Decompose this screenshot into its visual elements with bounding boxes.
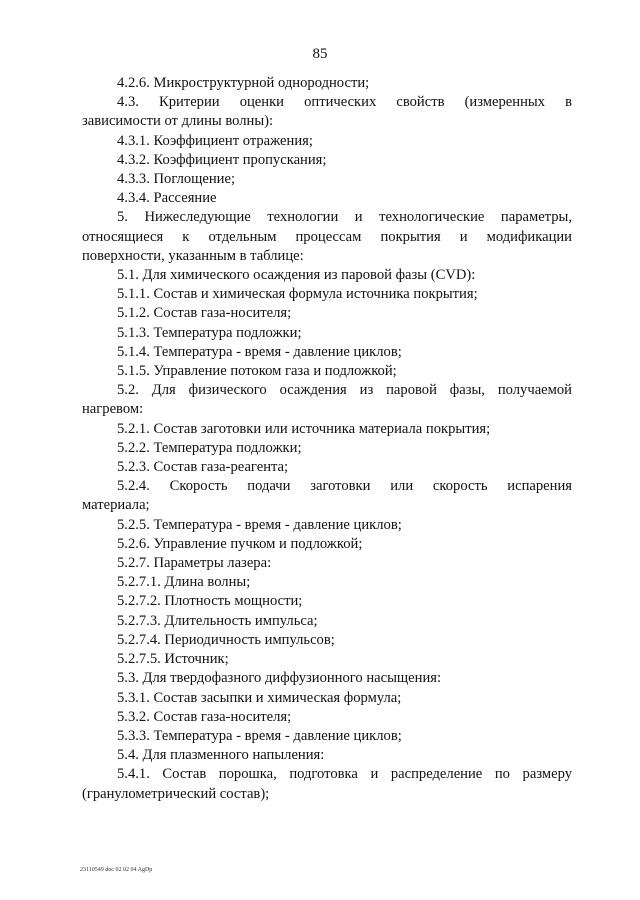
text-line: 5.2.7.3. Длительность импульса; bbox=[117, 612, 318, 629]
text-line: 5.3.1. Состав засыпки и химическая формула; bbox=[117, 689, 402, 706]
text-line: 5.2.6. Управление пучком и подложкой; bbox=[117, 535, 363, 552]
document-body bbox=[82, 74, 572, 804]
text-line: 5.1.3. Температура подложки; bbox=[117, 324, 302, 341]
text-line: 4.3.4. Рассеяние bbox=[117, 190, 217, 207]
text-line: 5.2.7.5. Источник; bbox=[117, 651, 229, 668]
text-line: поверхности, указанным в таблице: bbox=[82, 247, 304, 264]
text-line: 5.3.3. Температура - время - давление циклов; bbox=[117, 727, 402, 744]
text-line: относящиеся к отдельным процессам покрытия и модификации bbox=[82, 228, 572, 245]
text-line: 5.4. Для плазменного напыления: bbox=[117, 747, 325, 764]
text-line: 5.3. Для твердофазного диффузионного насыщения: bbox=[117, 670, 442, 687]
text-line: 5.4.1. Состав порошка, подготовка и распределение по размеру bbox=[117, 766, 572, 783]
text-line: 5.2.7.4. Периодичность импульсов; bbox=[117, 631, 335, 648]
text-line: 4.3.2. Коэффициент пропускания; bbox=[117, 151, 327, 168]
text-line: 4.3. Критерии оценки оптических свойств (измеренных в bbox=[117, 94, 572, 111]
text-line: 5.2.5. Температура - время - давление циклов; bbox=[117, 516, 402, 533]
text-line: 5. Нижеследующие технологии и технологические параметры, bbox=[117, 209, 572, 226]
text-line: 4.2.6. Микроструктурной однородности; bbox=[117, 75, 370, 91]
text-line: зависимости от длины волны): bbox=[82, 113, 274, 130]
text-line: 5.1.1. Состав и химическая формула источника покрытия; bbox=[117, 286, 478, 303]
text-line: (гранулометрический состав); bbox=[82, 785, 270, 802]
text-line: материала; bbox=[82, 497, 150, 514]
text-line: 5.1.2. Состав газа-носителя; bbox=[117, 305, 292, 322]
text-line: 5.1. Для химического осаждения из паровой фазы (CVD): bbox=[117, 267, 476, 284]
text-line: 5.2.2. Температура подложки; bbox=[117, 439, 302, 456]
footer-file-reference: 23110549 doc 02 02 04 AgDp bbox=[80, 867, 153, 873]
text-line: 5.1.5. Управление потоком газа и подложкой; bbox=[117, 363, 397, 380]
text-line: нагревом: bbox=[82, 401, 144, 418]
text-line: 5.2.7. Параметры лазера: bbox=[117, 555, 272, 572]
text-line: 5.2.7.2. Плотность мощности; bbox=[117, 593, 303, 610]
text-line: 4.3.3. Поглощение; bbox=[117, 171, 236, 188]
text-line: 5.1.4. Температура - время - давление циклов; bbox=[117, 343, 402, 360]
text-line: 5.3.2. Состав газа-носителя; bbox=[117, 708, 292, 725]
text-line: 5.2. Для физического осаждения из паровой фазы, получаемой bbox=[117, 382, 572, 399]
text-line: 5.2.1. Состав заготовки или источника материала покрытия; bbox=[117, 420, 491, 437]
text-line: 5.2.3. Состав газа-реагента; bbox=[117, 459, 289, 476]
page-number: 85 bbox=[312, 46, 328, 62]
text-line: 5.2.7.1. Длина волны; bbox=[117, 574, 251, 591]
text-line: 5.2.4. Скорость подачи заготовки или скорость испарения bbox=[117, 478, 572, 495]
text-line: 4.3.1. Коэффициент отражения; bbox=[117, 132, 313, 149]
